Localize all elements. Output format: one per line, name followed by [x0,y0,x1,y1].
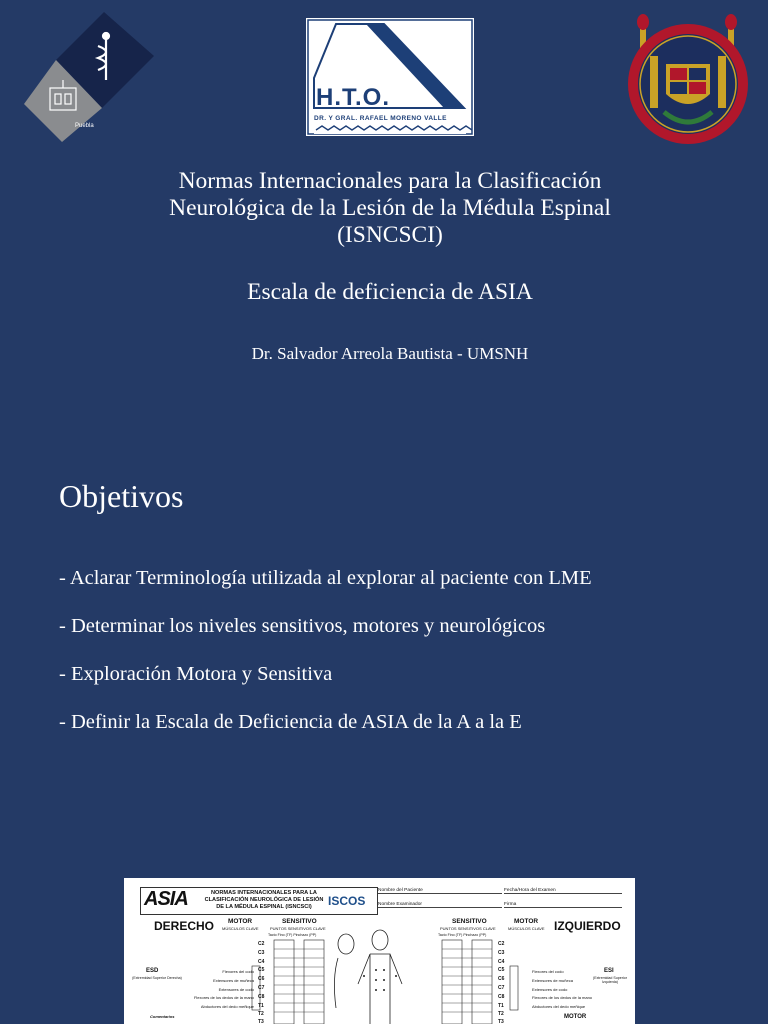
izquierdo-label: IZQUIERDO [554,919,621,933]
objective-item: - Aclarar Terminología utilizada al explorar al paciente con LME [59,567,592,589]
sensitivo-left-label: SENSITIVO [452,918,487,925]
muscle-label: Extensores de muñeca [213,977,254,983]
examiner-field: Nombre Examinador [378,902,502,908]
muscle-label: Extensores de muñeca [532,977,573,983]
presentation-subtitle: Escala de deficiencia de ASIA [247,279,533,305]
objective-item: - Definir la Escala de Deficiencia de ASIA de la A a la E [59,711,522,733]
form-header-line: NORMAS INTERNACIONALES PARA LA [211,890,317,896]
level-label: C3 [258,949,265,956]
comentarios-label: Comentarios [150,1014,175,1019]
motor-left-sub: MÚSCULOS CLAVE [508,926,545,931]
derecho-label: DERECHO [154,919,215,933]
puebla-health-logo [22,10,156,142]
level-label: T1 [498,1002,504,1009]
level-label: C2 [498,941,505,947]
esi-sub: (Extremidad Superior Izquierda) [593,976,627,984]
hto-subtitle: DR. Y GRAL. RAFAEL MORENO VALLE [314,115,447,122]
level-label: C7 [258,984,265,991]
esd-label: ESD [146,968,159,974]
isncsci-form-image [124,878,635,1024]
sensitivo-right-sub: PUNTOS SENSITIVOS CLAVE [270,926,326,931]
exam-date-field: Fecha/Hora del Examen [504,888,622,894]
objective-item: - Exploración Motora y Sensitiva [59,663,333,685]
level-label: C5 [258,967,265,974]
seal-icon [624,12,752,148]
university-seal-logo [624,12,752,148]
sensitivo-left-sub: PUNTOS SENSITIVOS CLAVE [440,926,496,931]
muscle-label: Abductores del dedo meñique [200,1004,254,1010]
muscle-label: Flexores del codo [532,969,564,974]
patient-name-field: Nombre del Paciente [378,888,502,894]
title-line-2: Neurológica de la Lesión de la Médula Espinal [169,195,611,221]
level-label: C5 [498,967,505,974]
puebla-label: Puebla [75,123,94,129]
muscle-label: Flexores de los dedos de la mano [193,995,254,1001]
iscos-logo: ISCOS [328,894,366,908]
level-label: C3 [498,949,505,956]
form-header-line: DE LA MÉDULA ESPINAL (ISNCSCI) [216,904,312,910]
level-label: C6 [258,976,265,983]
level-label: T2 [258,1011,264,1017]
muscle-label: Flexores de los dedos de la mano [532,995,593,1001]
muscle-label: Flexores del codo [222,969,254,974]
signature-field: Firma [504,902,622,908]
level-label: T2 [498,1011,504,1017]
tacto-left: Tacto Fino (TF) Pinchazo (PP) [438,933,487,937]
level-label: T3 [498,1019,504,1024]
hto-title: H.T.O. [316,84,391,111]
motor-right-label: MOTOR [228,918,253,925]
sensitivo-right-label: SENSITIVO [282,918,317,925]
level-label: T3 [258,1019,264,1024]
level-label: C7 [498,984,505,991]
objective-item: - Determinar los niveles sensitivos, motores y neurológicos [59,615,546,637]
level-label: C8 [498,993,505,1000]
muscle-label: Extensores de codo [532,986,568,992]
body-figure-icon [334,930,402,1024]
muscle-label: Abductores del dedo meñique [532,1004,586,1010]
title-line-3: (ISNCSCI) [337,222,443,248]
esd-sub: (Extremidad Superior Derecha) [132,976,182,980]
hto-logo [306,18,474,136]
author-line: Dr. Salvador Arreola Bautista - UMSNH [251,344,529,363]
tacto-right: Tacto Fino (TF) Pinchazo (PP) [268,933,317,937]
presentation-title [0,168,768,249]
level-label: C4 [498,958,505,965]
asia-logo: ASIA [144,888,188,910]
level-label: C8 [258,993,265,1000]
esi-label: ESI [604,968,614,974]
level-label: C4 [258,958,265,965]
motor-left-label: MOTOR [514,918,539,925]
motor-right-sub: MÚSCULOS CLAVE [222,926,259,931]
form-grid-graphic [124,878,635,1024]
motor-bottom-label: MOTOR [564,1014,587,1020]
title-line-1: Normas Internacionales para la Clasificación [178,168,602,194]
objectives-heading: Objetivos [59,478,184,514]
muscle-label: Extensores de codo [218,986,254,992]
level-label: C6 [498,976,505,983]
level-label: C2 [258,941,265,947]
level-label: T1 [258,1002,264,1009]
form-header-line: CLASIFICACIÓN NEUROLÓGICA DE LESIÓN [204,897,324,903]
